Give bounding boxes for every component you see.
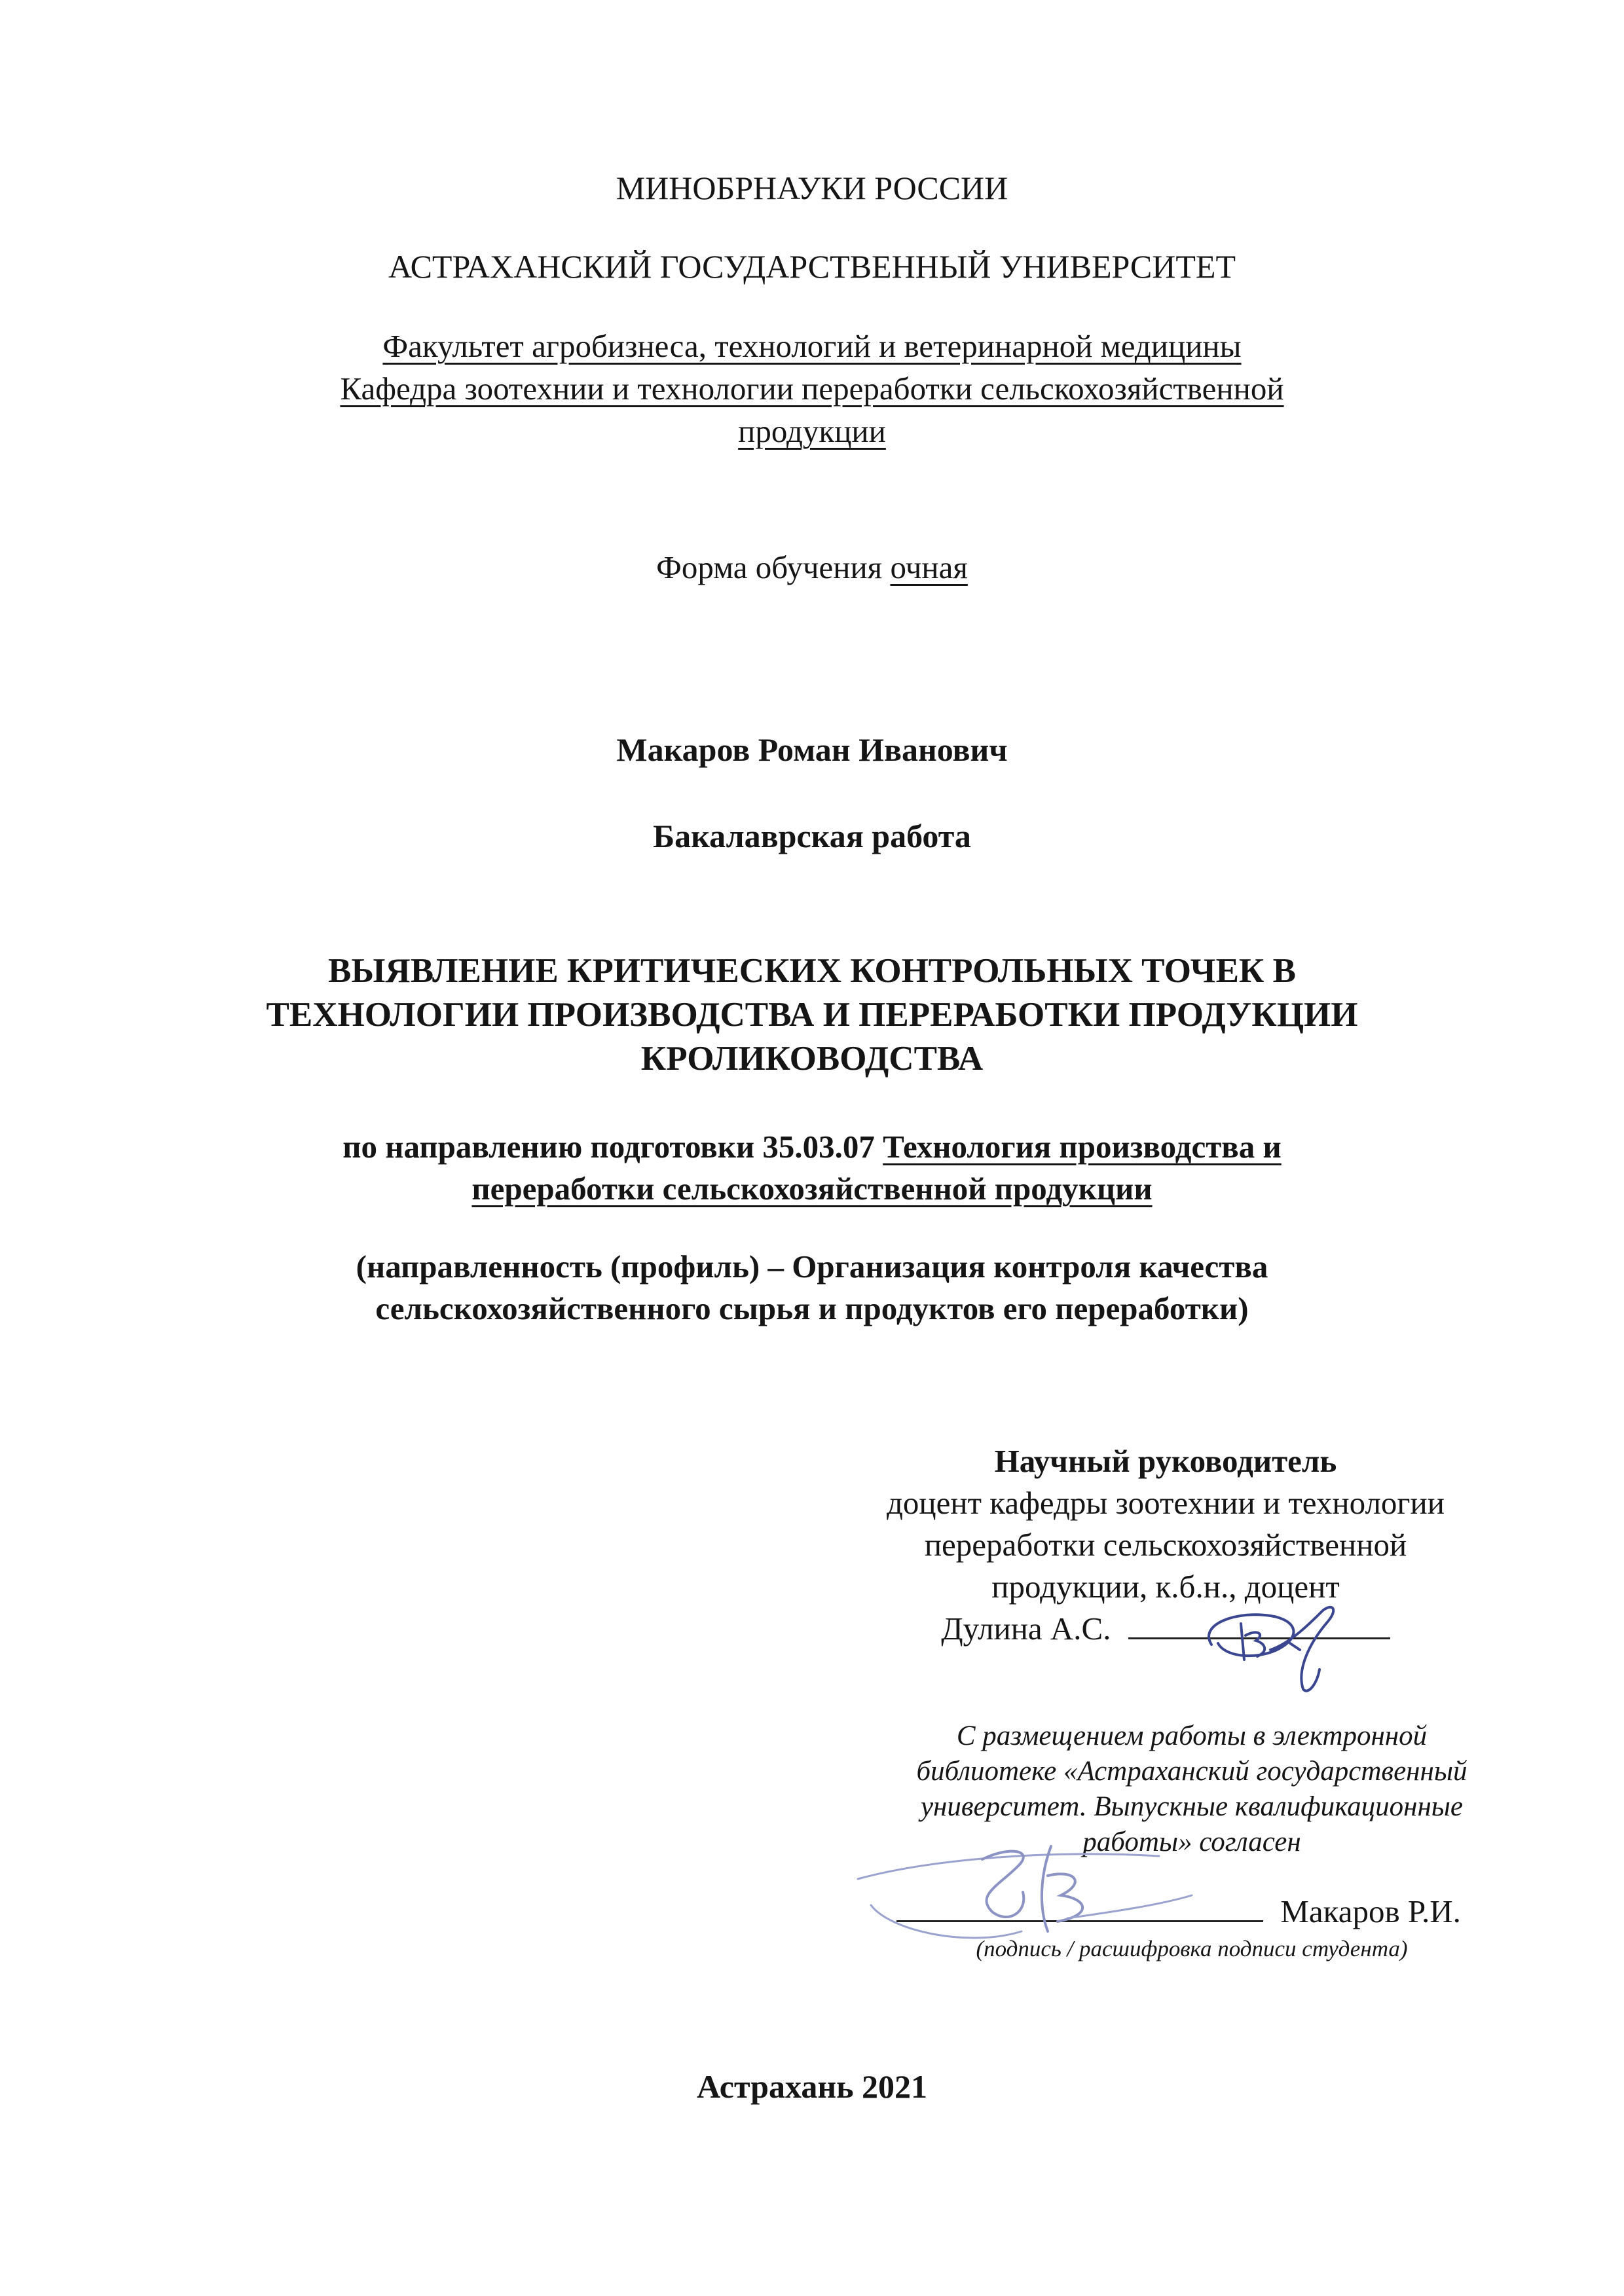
study-form-value: очная [890, 549, 968, 585]
author-name [0, 729, 1624, 771]
author-text: Макаров Роман Иванович [616, 731, 1008, 768]
thesis-title-line2: ТЕХНОЛОГИИ ПРОИЗВОДСТВА И ПЕРЕРАБОТКИ ПРОДУКЦИИ [266, 996, 1358, 1034]
direction-name-line1: Технология производства и [883, 1129, 1282, 1165]
direction-prefix: по направлению подготовки 35.03.07 [342, 1129, 875, 1165]
study-form-label: Форма обучения [656, 549, 883, 585]
study-form [0, 547, 1624, 589]
supervisor-heading: Научный руководитель [994, 1443, 1337, 1479]
department-name-line1: Кафедра зоотехнии и технологии переработки сельскохозяйственной [340, 371, 1284, 407]
city-year-text: Астрахань 2021 [696, 2068, 928, 2105]
supervisor-name: Дулина А.С. [941, 1611, 1111, 1647]
consent-line2: библиотеке «Астраханский государственный [916, 1756, 1467, 1787]
thesis-title-line3: КРОЛИКОВОДСТВА [640, 1040, 984, 1078]
student-signature-caption [871, 1935, 1513, 1963]
supervisor-position-line3: продукции, к.б.н., доцент [991, 1569, 1340, 1605]
supervisor-position-line2: переработки сельскохозяйственной [924, 1527, 1407, 1563]
faculty-department-block [0, 325, 1624, 452]
department-name-line2: продукции [738, 413, 886, 449]
work-type-text: Бакалаврская работа [653, 818, 971, 854]
study-profile [0, 1246, 1624, 1330]
consent-line1: С размещением работы в электронной [956, 1721, 1428, 1751]
student-name: Макаров Р.И. [1280, 1893, 1461, 1929]
thesis-title-line1: ВЫЯВЛЕНИЕ КРИТИЧЕСКИХ КОНТРОЛЬНЫХ ТОЧЕК В [328, 952, 1296, 990]
supervisor-signature [1192, 1597, 1349, 1696]
city-year [0, 2066, 1624, 2107]
faculty-name: Факультет агробизнеса, технологий и ветеринарной медицины [382, 328, 1242, 364]
profile-line1: (направленность (профиль) – Организация контроля качества [356, 1248, 1268, 1285]
thesis-title [0, 949, 1624, 1081]
work-type [0, 815, 1624, 857]
profile-line2: сельскохозяйственного сырья и продуктов его переработки) [375, 1290, 1249, 1326]
consent-line3: университет. Выпускные квалификационные [920, 1791, 1464, 1822]
university-name [0, 246, 1624, 287]
university-text: АСТРАХАНСКИЙ ГОСУДАРСТВЕННЫЙ УНИВЕРСИТЕТ [388, 248, 1236, 285]
consent-line4: работы» согласен [1082, 1827, 1301, 1857]
student-caption-text: (подпись / расшифровка подписи студента) [976, 1936, 1408, 1961]
ministry-text: МИНОБРНАУКИ РОССИИ [616, 170, 1008, 206]
direction-name-line2: переработки сельскохозяйственной продукции [471, 1171, 1153, 1207]
supervisor-block [819, 1440, 1513, 1650]
study-direction [0, 1126, 1624, 1210]
ministry-name [0, 167, 1624, 209]
supervisor-position-line1: доцент кафедры зоотехнии и технологии [887, 1485, 1445, 1521]
